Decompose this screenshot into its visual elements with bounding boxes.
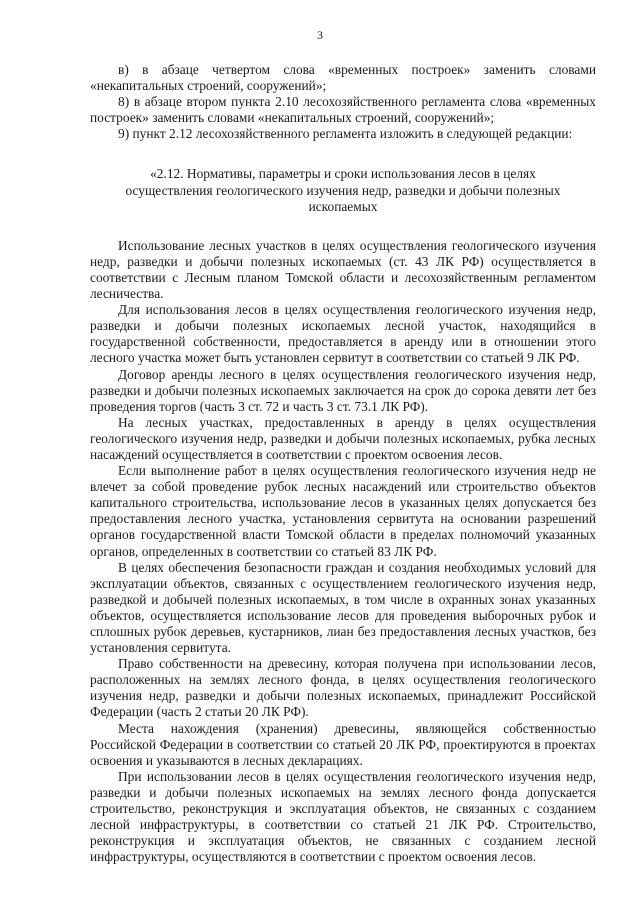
amendment-item: в) в абзаце четвертом слова «временных построек» заменить словами «некапитальных строений, сооружений»; (90, 62, 596, 94)
body-paragraph: Если выполнение работ в целях осуществления геологического изучения недр не влечет за собой проведение рубок лесных насаждений или строительство объектов капитального строительства, использование лесов в указанных целях допускается без предоставления лесного участка, установления сервитута на основании разрешений органов государственной власти Томской области в пределах полномочий указанных органов, определенных в соответствии со статьей 83 ЛК РФ. (90, 463, 596, 559)
amendment-item: 9) пункт 2.12 лесохозяйственного регламента изложить в следующей редакции: (118, 126, 573, 142)
section-heading: «2.12. Нормативы, параметры и сроки использования лесов в целях осуществления геологического изучения недр, разведки и добычи полезных ископаемых (125, 166, 561, 214)
body-paragraph: Договор аренды лесного в целях осуществления геологического изучения недр, разведки и добычи полезных ископаемых заключается на срок до сорока девяти лет без проведения торгов (часть 3 ст. 72 и часть 3 ст. 73.1 ЛК РФ). (90, 366, 596, 414)
body-paragraph: На лесных участках, предоставленных в аренду в целях осуществления геологического изучения недр, разведки и добычи полезных ископаемых, рубка лесных насаждений осуществляется в соответствии с проектом освоения лесов. (90, 414, 596, 462)
body-paragraph: В целях обеспечения безопасности граждан и создания необходимых условий для эксплуатации объектов, связанных с осуществлением геологического изучения недр, разведкой и добычей полезных ископаемых, в том числе в охранных зонах указанных объектов, осуществляется использование лесов для проведения выборочных рубок и сплошных рубок деревьев, кустарников, лиан без предоставления лесных участков, без установления сервитута. (90, 559, 596, 656)
body-paragraph: Места нахождения (хранения) древесины, являющейся собственностью Российской Федерации в соответствии со статьей 20 ЛК РФ, проектируются в проектах освоения и указываются в лесных декларациях. (90, 720, 596, 768)
page-number: 3 (317, 28, 323, 42)
body-paragraph: Право собственности на древесину, которая получена при использовании лесов, расположенных на землях лесного фонда, в целях осуществления геологического изучения недр, разведки и добычи полезных ископаемых, принадлежит Российской Федерации (часть 2 статьи 20 ЛК РФ). (90, 656, 596, 720)
body-paragraph: Использование лесных участков в целях осуществления геологического изучения недр, разведки и добычи полезных ископаемых (ст. 43 ЛК РФ) осуществляется в соответствии с Лесным планом Томской области и лесохозяйственным регламентом лесничества. (90, 237, 596, 302)
document-body (90, 62, 596, 865)
amendment-item: 8) в абзаце втором пункта 2.10 лесохозяйственного регламента слова «временных построек» заменить словами «некапитальных строений, сооружений»; (90, 94, 596, 126)
body-paragraph: При использовании лесов в целях осуществления геологического изучения недр, разведки и добычи полезных ископаемых на землях лесного фонда допускается строительство, реконструкция и эксплуатация объектов, не связанных с созданием лесной инфраструктуры, в соответствии со статьей 21 ЛК РФ. Строительство, реконструкция и эксплуатация объектов, не связанных с созданием лесной инфраструктуры, осуществляются в соответствии с проектом освоения лесов. (90, 768, 596, 865)
body-paragraph: Для использования лесов в целях осуществления геологического изучения недр, разведки и добычи полезных ископаемых лесной участок, находящийся в государственной собственности, предоставляется в аренду или в отношении этого лесного участка может быть установлен сервитут в соответствии со статьей 9 ЛК РФ. (90, 302, 596, 366)
